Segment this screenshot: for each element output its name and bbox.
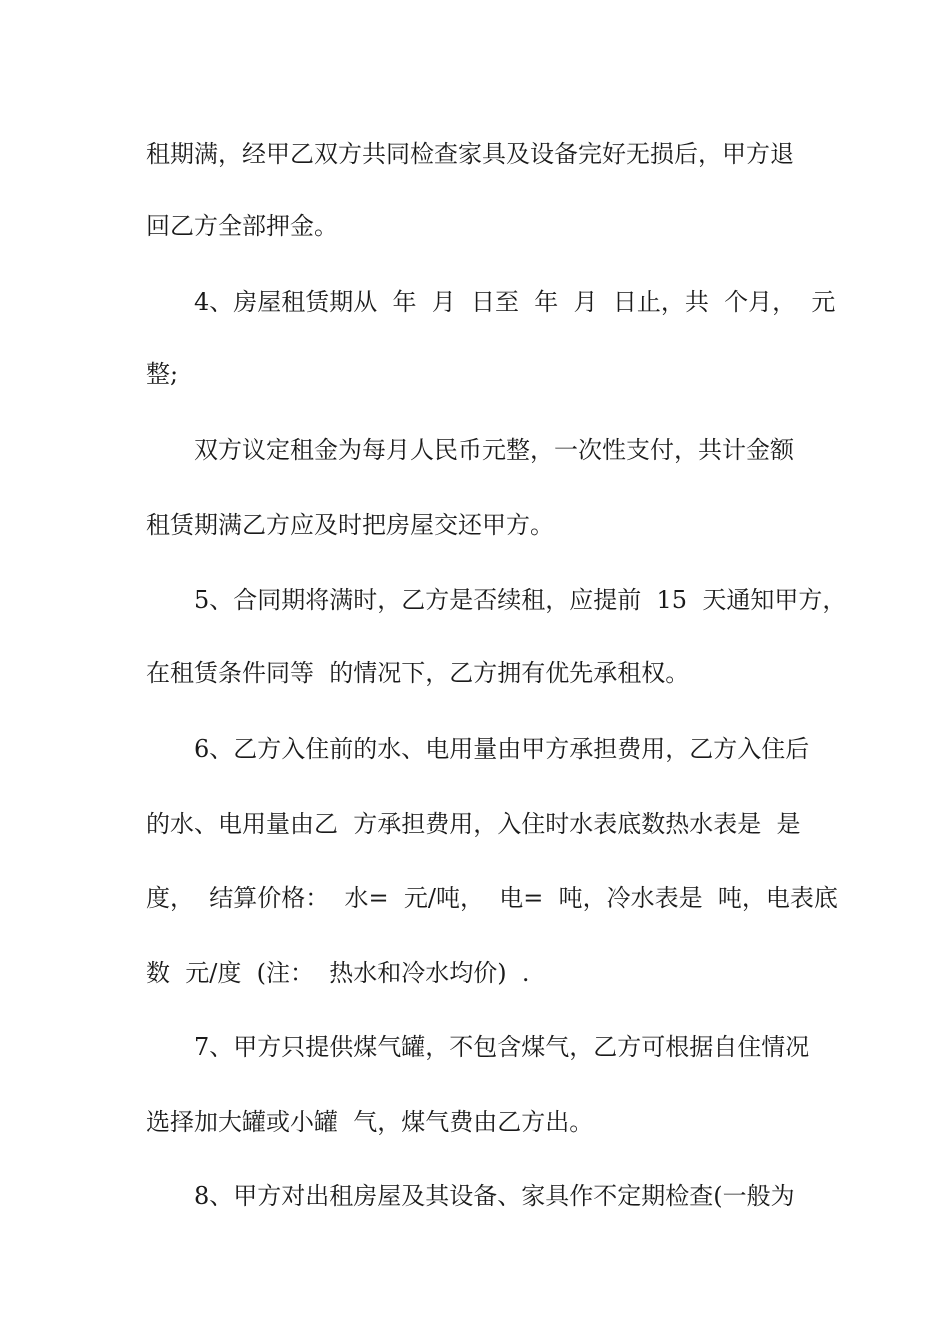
text-line: 5、合同期将满时，乙方是否续租，应提前 15 天通知甲方， [194, 586, 847, 614]
text-line: 租期满，经甲乙双方共同检查家具及设备完好无损后，甲方退 [146, 140, 794, 168]
text-line: 数 元/度 (注： 热水和冷水均价) . [146, 959, 530, 987]
text-line: 整; [146, 360, 179, 388]
text-line: 4、房屋租赁期从 年 月 日至 年 月 日止，共 个月， 元 [194, 288, 836, 316]
text-line: 度， 结算价格： 水= 元/吨， 电= 吨，冷水表是 吨，电表底 [146, 884, 838, 912]
text-line: 租赁期满乙方应及时把房屋交还甲方。 [146, 511, 554, 539]
text-line: 8、甲方对出租房屋及其设备、家具作不定期检查(一般为 [194, 1182, 795, 1210]
text-line: 的水、电用量由乙 方承担费用，入住时水表底数热水表是 是 [146, 810, 801, 838]
text-line: 在租赁条件同等 的情况下，乙方拥有优先承租权。 [146, 659, 690, 687]
text-line: 6、乙方入住前的水、电用量由甲方承担费用，乙方入住后 [194, 735, 810, 763]
text-line: 双方议定租金为每月人民币元整，一次性支付，共计金额 [194, 436, 794, 464]
text-line: 选择加大罐或小罐 气，煤气费由乙方出。 [146, 1108, 594, 1136]
text-line: 回乙方全部押金。 [146, 212, 338, 240]
text-line: 7、甲方只提供煤气罐，不包含煤气，乙方可根据自住情况 [194, 1033, 810, 1061]
